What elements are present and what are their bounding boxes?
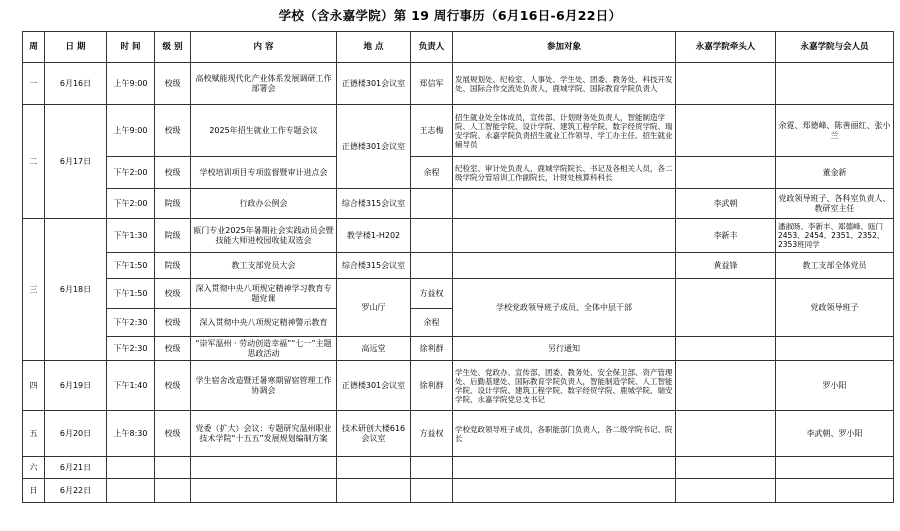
week-cell: 五 (23, 411, 45, 457)
date-cell: 6月18日 (45, 219, 107, 361)
table-row (23, 219, 894, 253)
table-row (23, 63, 894, 105)
date-cell: 6月17日 (45, 105, 107, 219)
location-cell: 综合楼315会议室 (337, 189, 411, 219)
time-cell: 上午9:00 (107, 105, 155, 157)
content-cell: 瓯门专业2025年暑期社会实践动员会暨技能大师进校园收徒双选会 (191, 219, 337, 253)
yj-attend-cell: 教工支部全体党员 (776, 253, 894, 279)
table-row (23, 479, 894, 503)
time-cell: 下午1:40 (107, 361, 155, 411)
leader-cell: 徐利群 (411, 337, 453, 361)
yj-lead-cell (676, 63, 776, 105)
participants-cell (453, 253, 676, 279)
table-row (23, 457, 894, 479)
yj-lead-cell: 李武朝 (676, 189, 776, 219)
time-cell: 下午2:30 (107, 337, 155, 361)
header-participants: 参加对象 (453, 32, 676, 63)
time-cell: 下午2:00 (107, 189, 155, 219)
leader-cell: 郑信军 (411, 63, 453, 105)
yj-attend-cell: 余霓、郑德峰、陈善丽红、张小兰 (776, 105, 894, 157)
time-cell: 上午8:30 (107, 411, 155, 457)
time-cell: 下午1:50 (107, 253, 155, 279)
header-yj-lead: 永嘉学院牵头人 (676, 32, 776, 63)
yj-lead-cell (676, 411, 776, 457)
week-cell: 六 (23, 457, 45, 479)
header-leader: 负责人 (411, 32, 453, 63)
time-cell: 下午1:30 (107, 219, 155, 253)
location-cell: 高远堂 (337, 337, 411, 361)
yj-attend-cell (776, 337, 894, 361)
content-cell: 高校赋能现代化产业体系发展调研工作部署会 (191, 63, 337, 105)
header-content: 内 容 (191, 32, 337, 63)
participants-cell: 招生就业处全体成员，宣传部、计划财务处负责人，智能制造学院、人工智能学院、设计学院、建筑工程学院、数字经贸学院、瑞安学院、永嘉学院负责招生就业工作领导、学工办主任、招生就业辅导员 (453, 105, 676, 157)
participants-cell (453, 219, 676, 253)
content-cell: 2025年招生就业工作专题会议 (191, 105, 337, 157)
content-cell: 学生宿舍改造暨迁暑寒期留宿管理工作协调会 (191, 361, 337, 411)
header-yj-attend: 永嘉学院与会人员 (776, 32, 894, 63)
participants-cell: 发展规划处、纪检室、人事处、学生处、团委、教务处、科技开发处、国际合作交流处负责人，鹿城学院、国际教育学院负责人 (453, 63, 676, 105)
yj-attend-cell: 罗小阳 (776, 361, 894, 411)
location-cell: 综合楼315会议室 (337, 253, 411, 279)
yj-lead-cell (676, 361, 776, 411)
level-cell: 校级 (155, 157, 191, 189)
leader-cell (411, 219, 453, 253)
yj-attend-cell: 党政领导班子 (776, 279, 894, 337)
level-cell: 校级 (155, 63, 191, 105)
participants-cell: 学校党政领导班子成员、全体中层干部 (453, 279, 676, 337)
yj-attend-cell: 李武朝、罗小阳 (776, 411, 894, 457)
yj-attend-cell: 董金新 (776, 157, 894, 189)
table-row (23, 411, 894, 457)
participants-cell: 学生处、党政办、宣传部、团委、教务处、安全保卫部、资产管理处、后勤基建处、国际教育学院负责人，智能制造学院、人工智能学院、设计学院、建筑工程学院、数字经贸学院、鹿城学院、瑞安学院、永嘉学院党总支书记 (453, 361, 676, 411)
participants-cell: 学校党政领导班子成员，各职能部门负责人，各二级学院书记、院长 (453, 411, 676, 457)
level-cell: 院级 (155, 253, 191, 279)
participants-cell: 纪检室、审计处负责人，鹿城学院院长、书记及各相关人员，各二级学院分管培训工作副院长，计财处核算科科长 (453, 157, 676, 189)
participants-cell (453, 189, 676, 219)
leader-cell: 徐利群 (411, 361, 453, 411)
table-row (23, 279, 894, 309)
header-location: 地 点 (337, 32, 411, 63)
table-row (23, 337, 894, 361)
date-cell: 6月21日 (45, 457, 107, 479)
content-cell: 学校培训项目专项监督暨审计进点会 (191, 157, 337, 189)
yj-attend-cell (776, 63, 894, 105)
yj-attend-cell: 潘淑旸、李新丰、郑德峰、瓯门2453、2454、2351、2352、2353班同学 (776, 219, 894, 253)
location-cell: 罗山厅 (337, 279, 411, 337)
level-cell: 校级 (155, 361, 191, 411)
location-cell: 教学楼1-H202 (337, 219, 411, 253)
schedule-table (22, 31, 894, 503)
table-row (23, 253, 894, 279)
week-cell: 三 (23, 219, 45, 361)
location-cell: 正德楼301会议室 (337, 105, 411, 189)
content-cell: 党委（扩大）会议：专题研究温州职业技术学院“十五五”发展规划编制方案 (191, 411, 337, 457)
time-cell: 下午1:50 (107, 279, 155, 309)
level-cell: 校级 (155, 309, 191, 337)
date-cell: 6月19日 (45, 361, 107, 411)
date-cell: 6月22日 (45, 479, 107, 503)
time-cell: 上午9:00 (107, 63, 155, 105)
header-time: 时 间 (107, 32, 155, 63)
table-row (23, 105, 894, 157)
level-cell: 校级 (155, 105, 191, 157)
leader-cell: 方益权 (411, 279, 453, 309)
yj-lead-cell (676, 337, 776, 361)
leader-cell: 方益权 (411, 411, 453, 457)
leader-cell: 王志梅 (411, 105, 453, 157)
week-cell: 二 (23, 105, 45, 219)
location-cell: 正德楼301会议室 (337, 361, 411, 411)
yj-lead-cell (676, 105, 776, 157)
date-cell: 6月16日 (45, 63, 107, 105)
table-row (23, 361, 894, 411)
time-cell: 下午2:30 (107, 309, 155, 337)
date-cell: 6月20日 (45, 411, 107, 457)
yj-attend-cell: 党政领导班子、各科室负责人、教研室主任 (776, 189, 894, 219)
table-row (23, 189, 894, 219)
content-cell: 深入贯彻中央八项规定精神学习教育专题党课 (191, 279, 337, 309)
header-date: 日 期 (45, 32, 107, 63)
content-cell: 深入贯彻中央八项规定精神警示教育 (191, 309, 337, 337)
yj-lead-cell (676, 279, 776, 337)
header-level: 级 别 (155, 32, 191, 63)
content-cell: 行政办公例会 (191, 189, 337, 219)
leader-cell (411, 189, 453, 219)
leader-cell (411, 253, 453, 279)
location-cell: 技术研创大楼616会议室 (337, 411, 411, 457)
content-cell: “崇军温州 · 劳动创造幸福”“七一”主题思政活动 (191, 337, 337, 361)
yj-lead-cell (676, 157, 776, 189)
level-cell: 院级 (155, 219, 191, 253)
yj-lead-cell: 黄益锋 (676, 253, 776, 279)
leader-cell: 余程 (411, 309, 453, 337)
level-cell: 校级 (155, 279, 191, 309)
week-cell: 一 (23, 63, 45, 105)
level-cell: 院级 (155, 189, 191, 219)
table-row (23, 157, 894, 189)
page-title: 学校（含永嘉学院）第 19 周行事历（6月16日-6月22日） (278, 8, 622, 23)
header-week: 周 (23, 32, 45, 63)
level-cell: 校级 (155, 411, 191, 457)
week-cell: 日 (23, 479, 45, 503)
level-cell: 校级 (155, 337, 191, 361)
header-row (23, 32, 894, 63)
location-cell: 正德楼301会议室 (337, 63, 411, 105)
leader-cell: 余程 (411, 157, 453, 189)
time-cell: 下午2:00 (107, 157, 155, 189)
week-cell: 四 (23, 361, 45, 411)
yj-lead-cell: 李新丰 (676, 219, 776, 253)
content-cell: 教工支部党员大会 (191, 253, 337, 279)
participants-cell: 另行通知 (453, 337, 676, 361)
